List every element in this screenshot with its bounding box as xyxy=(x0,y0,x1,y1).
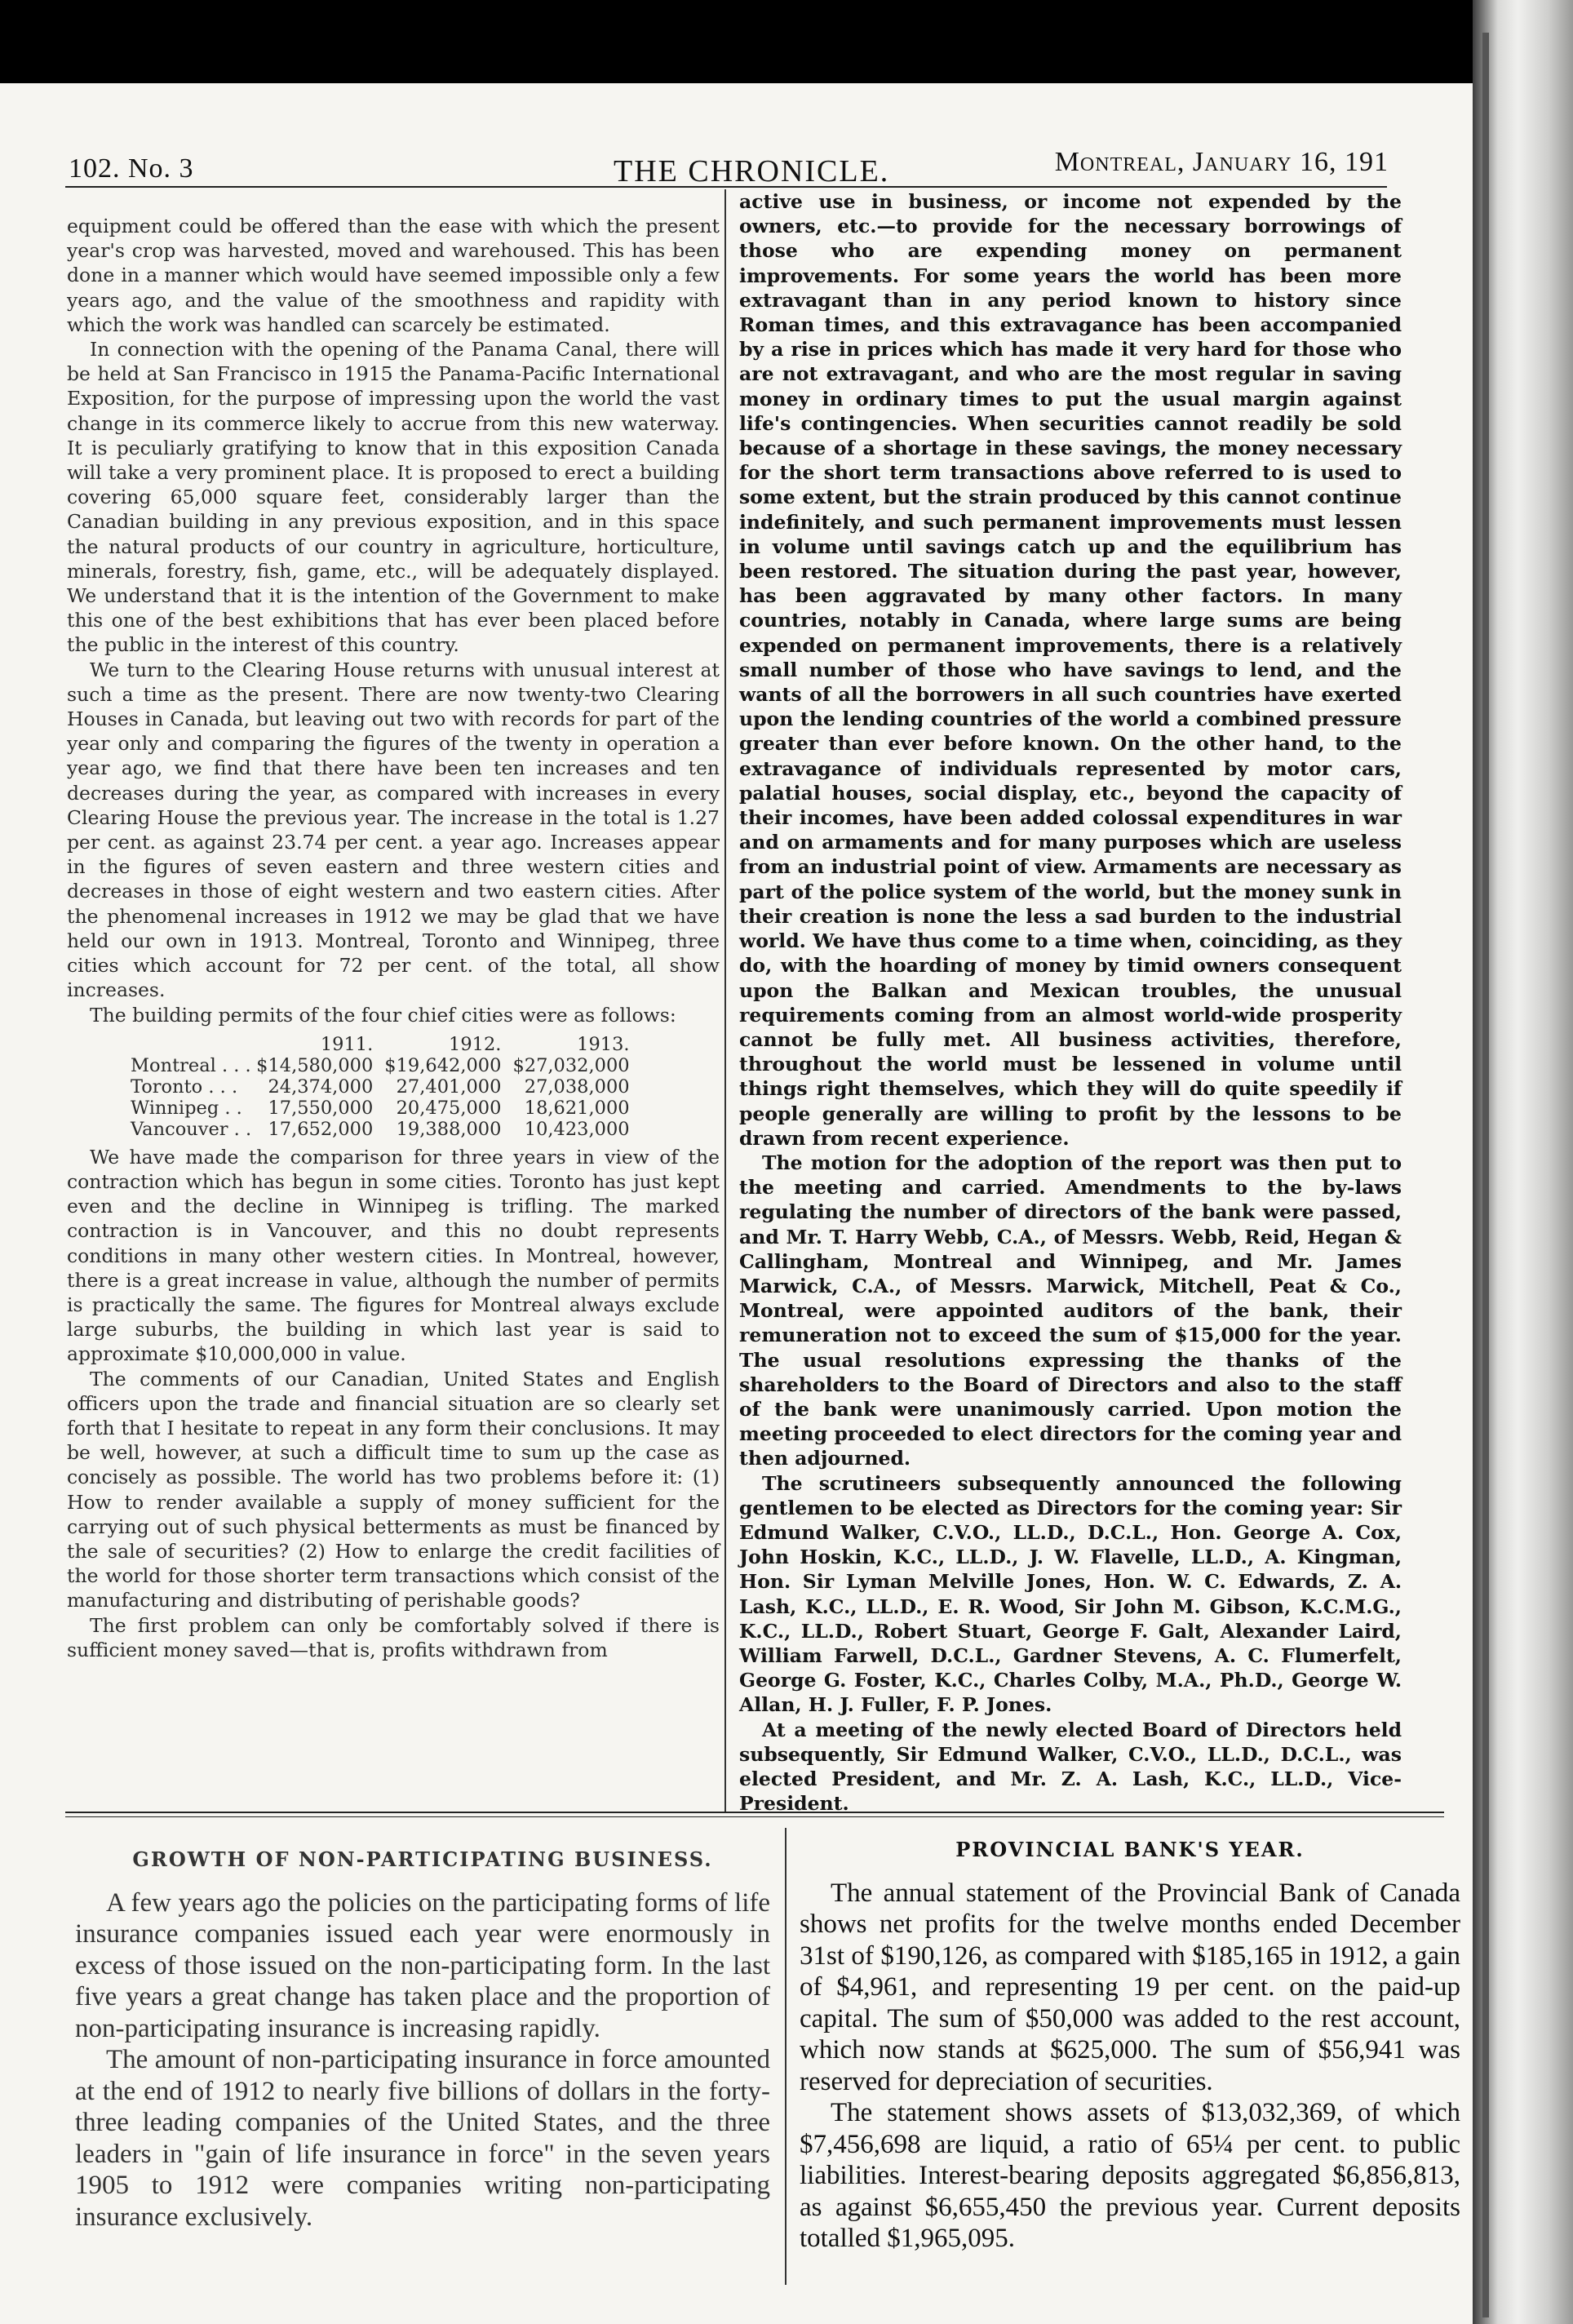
building-permits-table xyxy=(131,1034,641,1140)
paragraph: The statement shows assets of $13,032,369, of which $7,456,698 are liquid, a ratio of 65¼ per cent. to public liabilities. Interest-bearing deposits aggregated $6,856,813, as against $6,655,450 the previous year. Current deposits totalled $1,965,095. xyxy=(800,2098,1460,2253)
value-cell: 20,475,000 xyxy=(396,1097,502,1119)
city-cell: Toronto . . . xyxy=(131,1076,238,1098)
paragraph: We turn to the Clearing House returns with unusual interest at such a time as the present. There are now twenty-two Clearing Houses in Canada, but leaving out two with records for part of the year only and comparing the figures of the twenty in operation a year ago, we find that there have been ten increases and ten decreases during the year, as compared with increases in every Clearing House the previous year. The increase in the total is 1.27 per cent. as against 23.74 per cent. a year ago. Increases appear in the figures of seven eastern and three western cities and decreases in those of eight western and two eastern cities. After the phenomenal increases in 1912 we may be glad that we have held our own in 1913. Montreal, Toronto and Winnipeg, three cities which account for 72 per cent. of the total, all show increases. xyxy=(67,658,720,1002)
value-cell: $27,032,000 xyxy=(512,1054,630,1076)
right-text-column xyxy=(739,189,1402,1816)
paragraph: The building permits of the four chief cities were as follows: xyxy=(90,1003,676,1027)
page-edge-shadow xyxy=(1473,0,1573,2324)
left-text-column xyxy=(67,214,720,1662)
publication-title: THE CHRONICLE. xyxy=(614,154,890,188)
value-cell: 18,621,000 xyxy=(524,1097,630,1119)
value-cell: 27,038,000 xyxy=(524,1076,630,1098)
city-cell: Montreal . . . xyxy=(131,1054,251,1076)
paragraph: The motion for the adoption of the report was then put to the meeting and carried. Amendments to the by-laws regulating the number of directors of the bank were passed, and Mr. T. Harry Webb, C.A., of Messrs. Webb, Reid, Hegan & Callingham, Montreal and Winnipeg, and Mr. James Marwick, C.A., of Messrs. Marwick, Mitchell, Peat & Co., Montreal, were appointed auditors of the bank, their remuneration not to exceed the sum of $15,000 for the year. The usual resolutions expressing the thanks of the shareholders to the Board of Directors and also to the staff of the bank were unanimously carried. Upon motion the meeting proceeded to elect directors for the coming year and then adjourned. xyxy=(739,1151,1402,1470)
paragraph: active use in business, or income not expended by the owners, etc.—to provide for the necessary borrowings of those who are expending money on permanent improvements. For some years the world has been more extravagant than in any period known to history since Roman times, and this extravagance has been accompanied by a rise in prices which has made it very hard for those who are not extravagant, and who are the most regular in saving money in ordinary times to put the usual margin against life's contingencies. When securities cannot readily be sold because of a shortage in these savings, the money necessary for the short term transactions above referred to is used to some extent, but the strain produced by this cannot continue indefinitely, and such permanent improvements must lessen in volume until savings catch up and the equilibrium has been restored. The situation during the past year, however, has been aggravated by many other factors. In many countries, notably in Canada, where large sums are being expended on permanent improvements, there is a relatively small number of those who have savings to lend, and the wants of all the borrowers in all such countries have exerted upon the lending countries of the world a combined pressure greater than ever before known. On the other hand, to the extravagance of individuals represented by motor cars, palatial houses, social display, etc., beyond the capacity of their incomes, have been added colossal expenditures in war and on armaments and for many purposes which are useless from an industrial point of view. Armaments are necessary as part of the police system of the world, but the money sunk in their creation is none the less a sad burden to the industrial world. We have thus come to a time when, coinciding, as they do, with the hoarding of money by timid owners consequent upon the Balkan and Mexican troubles, the unusual requirements coming from an almost world-wide prosperity cannot be fully met. All business activities, therefore, throughout the world must be lessened in volume until things right themselves, which they will do quite speedily if people generally are willing to profit by the lessons to be drawn from recent experience. xyxy=(739,190,1402,1150)
value-cell: $14,580,000 xyxy=(256,1054,374,1076)
paragraph: The comments of our Canadian, United States and English officers upon the trade and financial situation are so clearly set forth that I hesitate to repeat in any form their conclusions. It may be well, however, at such a difficult time to sum up the case as concisely as possible. The world has two problems before it: (1) How to render available a supply of money sufficient for the carrying out of such physical betterments as must be financed by the sale of securities? (2) How to enlarge the credit facilities of the world for those shorter term transactions which consist of the manufacturing and distributing of perishable goods? xyxy=(67,1367,720,1612)
paragraph: We have made the comparison for three years in view of the contraction which has begun in some cities. Toronto has just kept even and the decline in Winnipeg is trifling. The marked contraction is in Vancouver, and this no doubt represents conditions in many other western cities. In Montreal, however, there is a great increase in value, although the number of permits is practically the same. The figures for Montreal always exclude large suburbs, the building in which last year is said to approximate $10,000,000 in value. xyxy=(67,1145,720,1366)
paragraph: The annual statement of the Provincial Bank of Canada shows net profits for the twelve months ended December 31st of $190,126, as compared with $185,165 in 1912, a gain of $4,961, and representing 19 per cent. on the paid-up capital. The sum of $50,000 was added to the rest account, which now stands at $625,000. The sum of $56,941 was reserved for depreciation of securities. xyxy=(800,1878,1460,2096)
value-cell: 19,388,000 xyxy=(396,1118,502,1140)
header-rule xyxy=(65,186,1387,188)
paragraph: The amount of non-participating insurance in force amounted at the end of 1912 to nearly five billions of dollars in the forty-three leading companies of the United States, and the three leaders in "gain of life insurance in force" in the seven years 1905 to 1912 were companies writing non-participating insurance exclusively. xyxy=(75,2045,770,2232)
value-cell: 17,550,000 xyxy=(268,1097,374,1119)
article-non-participating xyxy=(75,1844,770,2233)
city-cell: Winnipeg . . xyxy=(131,1097,242,1119)
table-row xyxy=(131,1076,641,1098)
paragraph: In connection with the opening of the Panama Canal, there will be held at San Francisco in 1915 the Panama-Pacific International Exposition, for the purpose of impressing upon the world the vast change in its commerce likely to accrue from this new waterway. It is peculiarly gratifying to know that in this exposition Canada will take a very prominent place. It is proposed to erect a building covering 65,000 square feet, considerably larger than the Canadian building in any previous exposition, and in this space the natural products of our country in agriculture, horticulture, minerals, forestry, fish, game, etc., will be adequately displayed. We understand that it is the intention of the Government to make this one of the best exhibitions that has ever been placed before the public in the interest of this country. xyxy=(67,338,720,657)
value-cell: $19,642,000 xyxy=(384,1054,502,1076)
paragraph: The scrutineers subsequently announced the following gentlemen to be elected as Directors for the coming year: Sir Edmund Walker, C.V.O., LL.D., D.C.L., Hon. George A. Cox, John Hoskin, K.C., LL.D., J. W. Flavelle, LL.D., A. Kingman, Hon. Sir Lyman Melville Jones, Hon. W. C. Edwards, Z. A. Lash, K.C., LL.D., E. R. Wood, Sir John M. Gibson, K.C.M.G., K.C., LL.D., Robert Stuart, George F. Galt, Alexander Laird, William Farwell, D.C.L., Gardner Stevens, A. C. Flumerfelt, George G. Foster, K.C., Charles Colby, M.A., Ph.D., George W. Allan, H. J. Fuller, F. P. Jones. xyxy=(739,1471,1402,1717)
paragraph: The first problem can only be comfortably solved if there is sufficient money saved—that is, profits withdrawn from xyxy=(67,1613,720,1661)
paragraph: equipment could be offered than the ease with which the present year's crop was harvested, moved and warehoused. This has been done in a manner which would have seemed impossible only a few years ago, and the value of the smoothness and rapidity with which the work was handled can scarcely be estimated. xyxy=(67,215,720,336)
value-cell: 17,652,000 xyxy=(268,1118,374,1140)
table-header-cell: 1913. xyxy=(577,1033,630,1055)
table-header-cell xyxy=(131,1034,256,1055)
folio-number: 102. No. 3 xyxy=(69,153,194,184)
paragraph: At a meeting of the newly elected Board of Directors held subsequently, Sir Edmund Walker, C.V.O., LL.D., D.C.L., was elected President, and Mr. Z. A. Lash, K.C., LL.D., Vice-President. xyxy=(739,1718,1402,1816)
column-divider xyxy=(785,1828,786,2285)
table-row xyxy=(131,1098,641,1119)
page-edge-line xyxy=(1482,33,1489,2317)
article-heading: GROWTH OF NON-PARTICIPATING BUSINESS. xyxy=(132,1847,713,1871)
issue-date: Montreal, January 16, 191 xyxy=(1054,147,1389,177)
city-cell: Vancouver . . xyxy=(131,1118,252,1140)
table-header-cell: 1911. xyxy=(320,1033,374,1055)
paragraph: A few years ago the policies on the participating forms of life insurance companies issued each year were enormously in excess of those issued on the non-participating form. In the last five years a great change has taken place and the proportion of non-participating insurance is increasing rapidly. xyxy=(75,1887,770,2043)
rule-line xyxy=(65,1812,1444,1813)
value-cell: 27,401,000 xyxy=(396,1076,502,1098)
article-provincial-bank xyxy=(800,1834,1460,2255)
table-row xyxy=(131,1119,641,1140)
column-divider xyxy=(724,189,726,1813)
value-cell: 24,374,000 xyxy=(268,1076,374,1098)
value-cell: 10,423,000 xyxy=(524,1118,630,1140)
page-header xyxy=(59,114,1389,188)
table-header-cell: 1912. xyxy=(449,1033,502,1055)
article-heading: PROVINCIAL BANK'S YEAR. xyxy=(955,1838,1305,1861)
table-row xyxy=(131,1055,641,1076)
section-rule xyxy=(65,1812,1444,1817)
rule-line xyxy=(65,1816,1444,1817)
table-header-row xyxy=(131,1034,641,1055)
